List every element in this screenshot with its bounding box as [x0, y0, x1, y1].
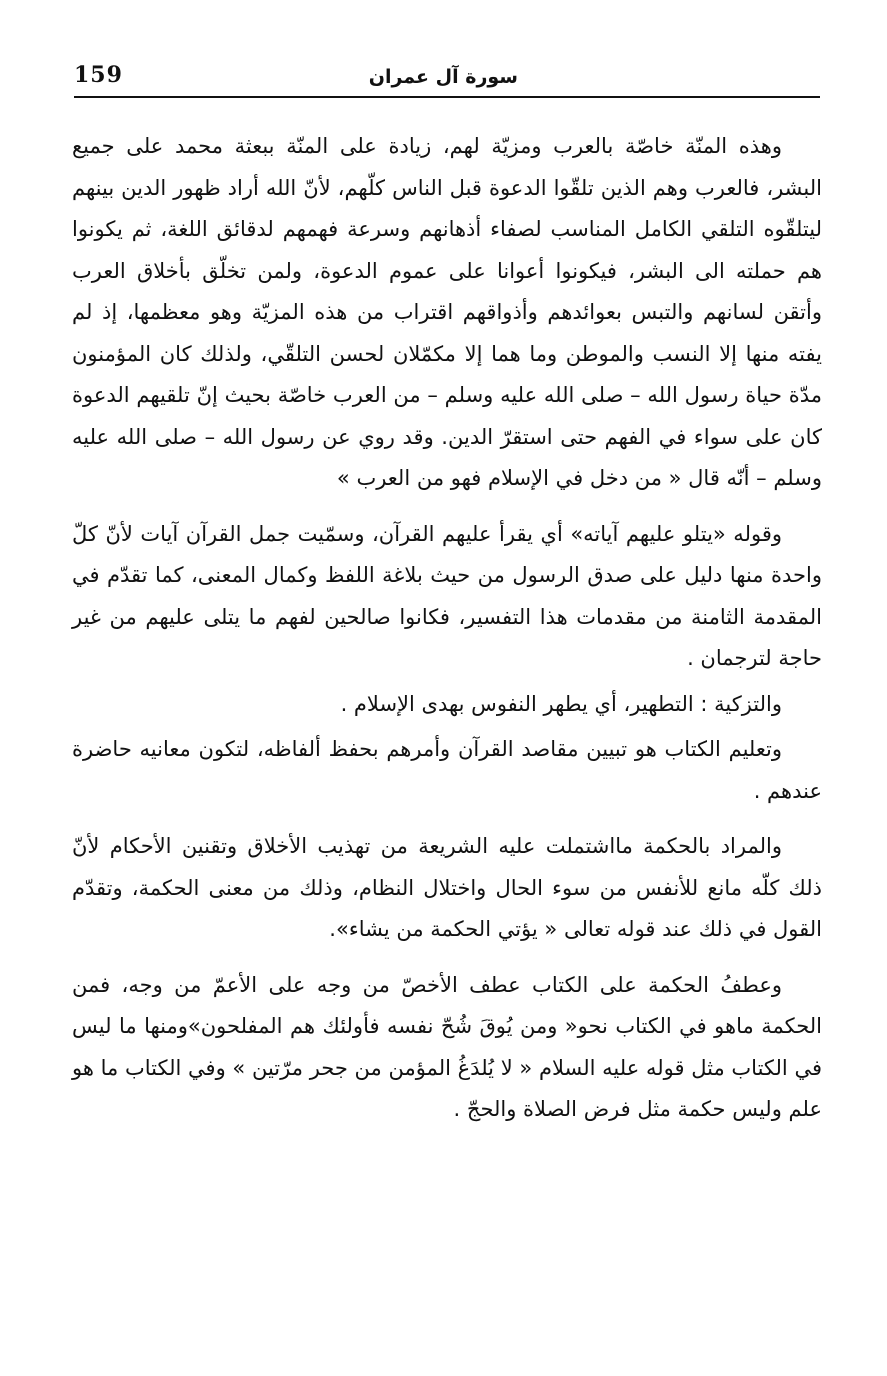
paragraph-wisdom: والمراد بالحكمة مااشتملت عليه الشريعة من تهذيب الأخلاق وتقنين الأحكام لأنّ ذلك كلّه مانع للأنفس من سوء الحال واختلال النظام، وذلك من معنى الحكمة، وتقدّم القول في ذلك عند قوله تعالى « يؤتي الحكمة من يشاء».: [72, 834, 822, 941]
page-header: [72, 58, 818, 94]
page-number: 159: [74, 62, 123, 88]
paragraph-purification: والتزكية : التطهير، أي يطهر النفوس بهدى الإسلام .: [340, 691, 782, 716]
header-rule: [74, 96, 820, 98]
paragraph-teaching-book: وتعليم الكتاب هو تبيين مقاصد القرآن وأمرهم بحفظ ألفاظه، لتكون معانيه حاضرة عندهم .: [72, 737, 822, 803]
paragraph-conjunction: وعطفُ الحكمة على الكتاب عطف الأخصّ من وجه على الأعمّ من وجه، فمن الحكمة ماهو في الكتاب نحو« ومن يُوقَ شُحّ نفسه فأولئك هم المفلحون»ومنها ما ليس في الكتاب مثل قوله عليه السلام « لا يُلدَغُ المؤمن من جحر مرّتين » وفي الكتاب ما هو علم وليس حكمة مثل فرض الصلاة والحجّ .: [72, 972, 822, 1121]
paragraph-recitation: وقوله «يتلو عليهم آياته» أي يقرأ عليهم القرآن، وسمّيت جمل القرآن آيات لأنّ كلّ واحدة منها دليل على صدق الرسول من حيث بلاغة اللفظ وكمال المعنى، كما تقدّم في المقدمة الثامنة من مقدمات هذا التفسير، فكانوا صالحين لفهم ما يتلى عليهم من غير حاجة لترجمان .: [72, 521, 822, 670]
running-title: سورة آل عمران: [368, 66, 518, 88]
paragraph-arab-favor: وهذه المنّة خاصّة بالعرب ومزيّة لهم، زيادة على المنّة ببعثة محمد على جميع البشر، فالعرب وهم الذين تلقّوا الدعوة قبل الناس كلّهم، لأنّ الله أراد ظهور الدين بينهم ليتلقّوه التلقي الكامل المناسب لصفاء أذهانهم وسرعة فهمهم لدقائق اللغة، ثم يكونوا هم حملته الى البشر، فيكونوا أعوانا على عموم الدعوة، ولمن تخلّق بأخلاق العرب وأتقن لسانهم والتبس بعوائدهم وأذواقهم اقتراب من هذه المزيّة وهو معظمها، إذ لم يفته منها إلا النسب والموطن وما هما إلا مكمّلان لحسن التلقّي، ولذلك كان المؤمنون مدّة حياة رسول الله – صلى الله عليه وسلم – من العرب خاصّة بحيث إنّ تلقيهم الدعوة كان على سواء في الفهم حتى استقرّ الدين. وقد روي عن رسول الله – صلى الله عليه وسلم – أنّه قال « من دخل في الإسلام فهو من العرب »: [72, 134, 822, 490]
body-text: [72, 126, 822, 1131]
